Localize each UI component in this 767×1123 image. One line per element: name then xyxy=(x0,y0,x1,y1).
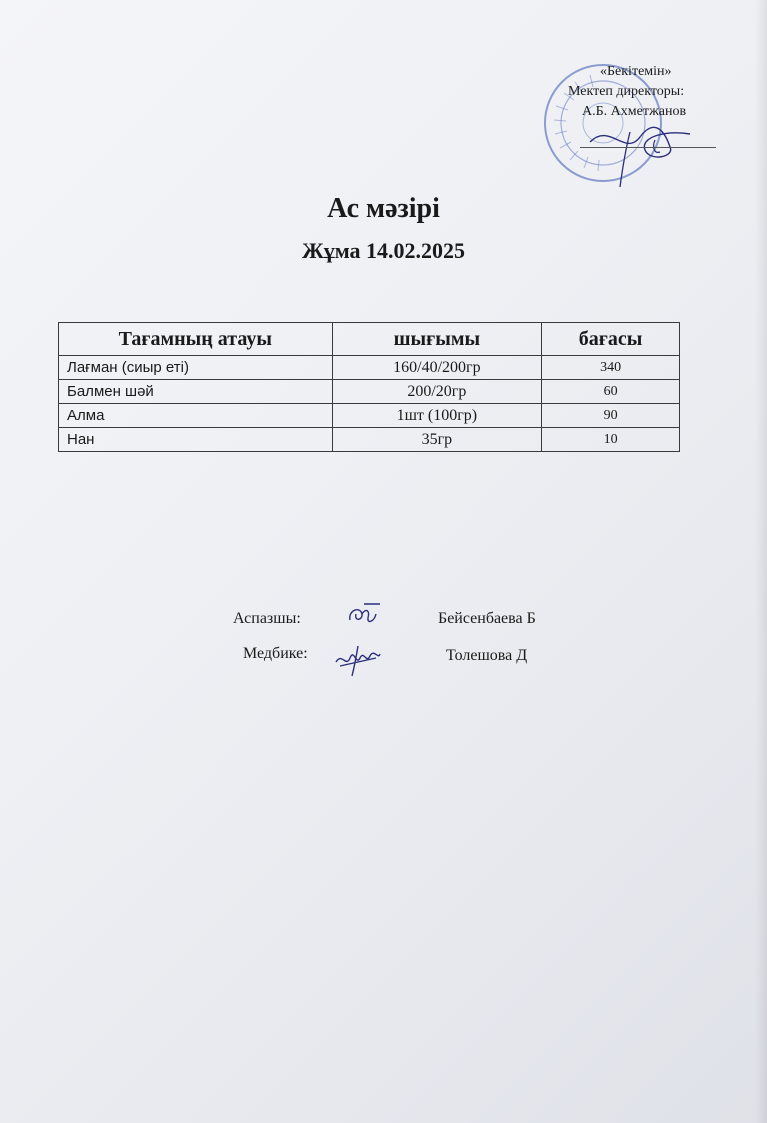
dish-name-cell: Балмен шәй xyxy=(59,380,333,404)
dish-output-cell: 160/40/200гр xyxy=(332,356,542,380)
column-header-price: бағасы xyxy=(542,323,680,356)
table-header-row xyxy=(59,323,680,356)
approval-heading: «Бекітемін» xyxy=(600,64,672,79)
approval-position: Мектеп директоры: xyxy=(568,84,685,99)
dish-name-cell: Лағман (сиыр еті) xyxy=(59,356,333,380)
page-shadow xyxy=(755,0,767,1123)
dish-name-cell: Алма xyxy=(59,404,333,428)
dish-price-cell: 60 xyxy=(542,380,680,404)
table-row xyxy=(59,428,680,452)
column-header-dish-name: Тағамның атауы xyxy=(59,323,333,356)
nurse-name: Толешова Д xyxy=(446,647,528,664)
dish-output-cell: 200/20гр xyxy=(332,380,542,404)
column-header-output: шығымы xyxy=(332,323,542,356)
dish-price-cell: 340 xyxy=(542,356,680,380)
cook-name: Бейсенбаева Б xyxy=(438,610,536,627)
dish-price-cell: 90 xyxy=(542,404,680,428)
page-title: Ас мәзірі xyxy=(327,193,440,224)
cook-label: Аспазшы: xyxy=(233,610,301,627)
dish-output-cell: 1шт (100гр) xyxy=(332,404,542,428)
approval-director-name: А.Б. Ахметжанов xyxy=(582,104,687,119)
table-row xyxy=(59,404,680,428)
nurse-signature xyxy=(332,638,384,678)
menu-table xyxy=(58,322,680,452)
dish-output-cell: 35гр xyxy=(332,428,542,452)
cook-signature xyxy=(344,600,386,632)
menu-date: Жұма 14.02.2025 xyxy=(301,238,466,263)
table-row xyxy=(59,380,680,404)
table-row xyxy=(59,356,680,380)
dish-price-cell: 10 xyxy=(542,428,680,452)
nurse-label: Медбике: xyxy=(243,645,308,662)
dish-name-cell: Нан xyxy=(59,428,333,452)
approval-signature-line xyxy=(580,147,716,148)
